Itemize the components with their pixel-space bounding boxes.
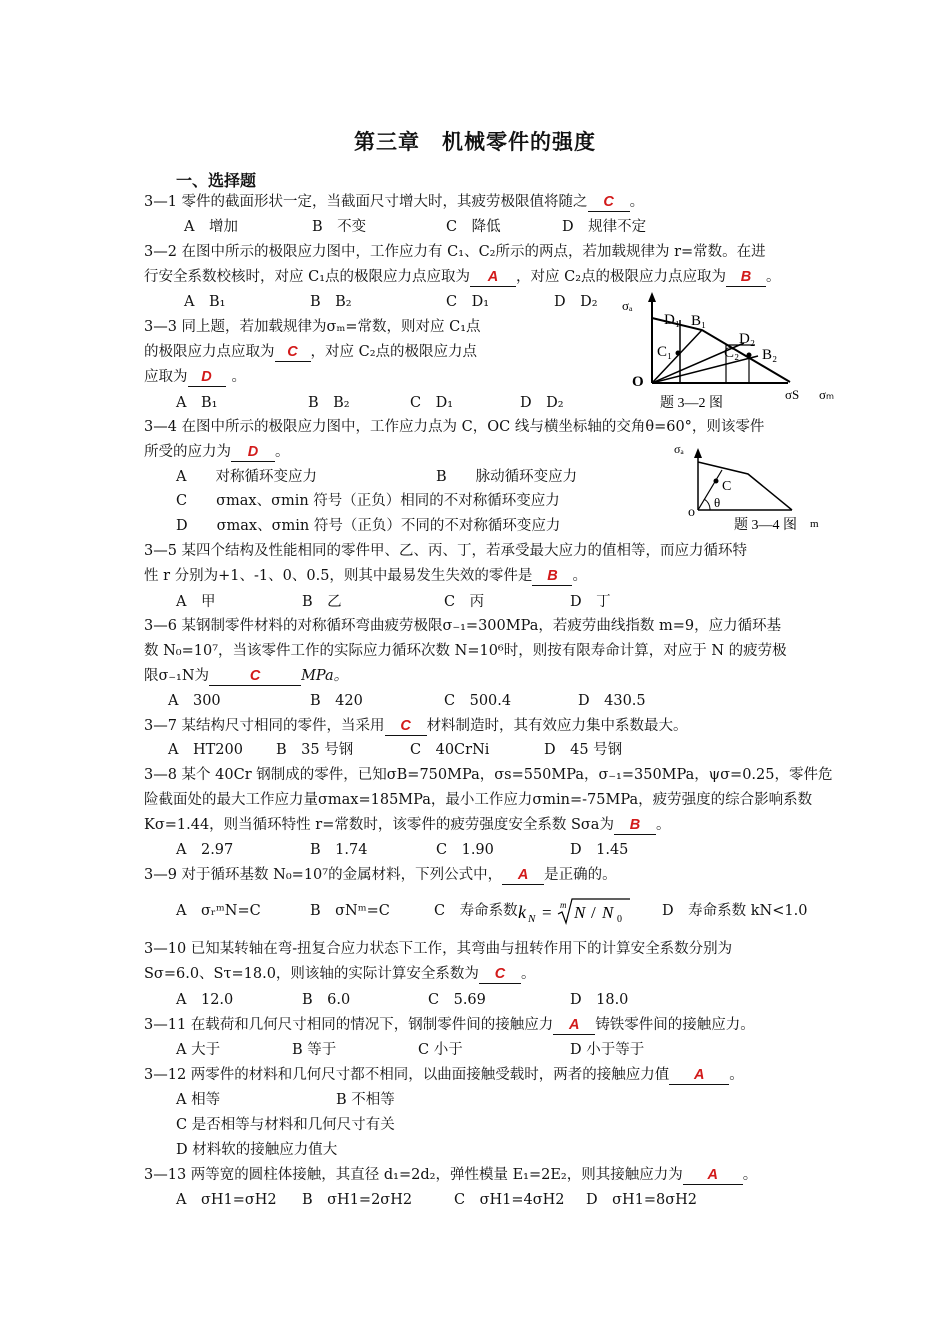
option-3-10-b: B 6.0 [302, 992, 351, 1008]
fig1-label-origin: O [632, 374, 644, 390]
option-3-1-c: C 降低 [446, 219, 501, 235]
question-3-10-line-1: 3—10 已知某转轴在弯-扭复合应力状态下工作，其弯曲与扭转作用下的计算安全系数分别为 [144, 941, 733, 957]
option-3-13-d: D σH1=8σH2 [586, 1192, 698, 1208]
option-3-13-c: C σH1=4σH2 [454, 1192, 565, 1208]
answer-3-10: C [479, 965, 521, 984]
option-3-11-c: C 小于 [418, 1042, 463, 1058]
option-3-6-d: D 430.5 [578, 693, 646, 709]
option-3-1-d: D 规律不定 [562, 219, 647, 235]
answer-3-5: B [532, 567, 572, 586]
svg-text:m: m [560, 900, 567, 910]
question-3-11: 3—11 在载荷和几何尺寸相同的情况下，钢制零件间的接触应力 A 铸铁零件间的接触应力。 [144, 1017, 755, 1033]
option-3-3-b: B B₂ [308, 395, 350, 411]
fig1-label-d2: D₂ [739, 331, 756, 347]
question-3-2-line-2: 行安全系数校核时，对应 C₁点的极限应力点应取为 A ，对应 C₂点的极限应力点应取为 B 。 [144, 269, 781, 285]
option-3-6-a: A 300 [168, 693, 221, 709]
fig2-label-c: C [722, 479, 732, 494]
fig2-caption: 题 3—4 图 [734, 518, 797, 533]
option-3-9-d: D 寿命系数 kN<1.0 [662, 903, 808, 919]
answer-3-13: A [683, 1166, 743, 1185]
svg-text:/: / [591, 903, 596, 922]
answer-3-7: C [385, 717, 427, 736]
option-3-5-a: A 甲 [176, 594, 216, 610]
option-3-13-b: B σH1=2σH2 [302, 1192, 413, 1208]
answer-3-9: A [502, 866, 544, 885]
fig2-label-sigma-a: σₐ [674, 442, 684, 456]
option-3-2-a: A B₁ [184, 294, 226, 310]
fig1-label-c1: C₁ [657, 344, 673, 360]
option-3-4-c: C σmax、σmin 符号（正负）相同的不对称循环变应力 [176, 493, 560, 509]
question-3-8-line-2: 险截面处的最大工作应力量σmax=185MPa，最小工作应力σmin=-75MPa，疲劳强度的综合影响系数 [144, 792, 813, 808]
option-3-4-d: D σmax、σmin 符号（正负）不同的不对称循环变应力 [176, 518, 561, 534]
fig1-label-b1: B₁ [691, 313, 707, 329]
question-3-3-line-3: 应取为 D 。 [144, 369, 246, 385]
question-3-1: 3—1 零件的截面形状一定，当截面尺寸增大时，其疲劳极限值将随之 C 。 [144, 194, 645, 210]
option-3-10-a: A 12.0 [176, 992, 234, 1008]
question-3-13: 3—13 两等宽的圆柱体接触，其直径 d₁=2d₂，弹性模量 E₁=2E₂，则其接触应力为 A 。 [144, 1167, 758, 1183]
answer-3-12: A [669, 1066, 729, 1085]
section-heading: 一、选择题 [176, 171, 257, 190]
option-3-11-d: D 小于等于 [570, 1042, 645, 1058]
option-3-8-b: B 1.74 [310, 842, 368, 858]
option-3-2-b: B B₂ [310, 294, 352, 310]
option-3-12-c: C 是否相等与材料和几何尺寸有关 [176, 1117, 395, 1133]
fig1-label-b2: B₂ [762, 347, 778, 363]
option-3-7-d: D 45 号钢 [544, 742, 623, 758]
fig1-label-sigma-a: σₐ [622, 298, 633, 313]
question-3-4-line-2: 所受的应力为 D 。 [144, 444, 290, 460]
limit-stress-diagram-3-2 [620, 290, 850, 415]
question-3-10-line-2: Sσ=6.0、Sτ=18.0，则该轴的实际计算安全系数为 C 。 [144, 966, 536, 982]
option-3-4-a: A 对称循环变应力 [176, 469, 317, 485]
question-3-5-line-1: 3—5 某四个结构及性能相同的零件甲、乙、丙、丁，若承受最大应力的值相等，而应力循环特 [144, 543, 748, 559]
answer-3-2-c1: A [470, 268, 516, 287]
question-3-12: 3—12 两零件的材料和几何尺寸都不相同，以曲面接触受载时，两者的接触应力值 A 。 [144, 1067, 744, 1083]
chapter-title: 第三章 机械零件的强度 [354, 129, 596, 154]
option-3-3-c: C D₁ [410, 395, 454, 411]
option-3-12-b: B 不相等 [336, 1092, 395, 1108]
question-3-8-line-3: Kσ=1.44，则当循环特性 r=常数时，该零件的疲劳强度安全系数 Sσa为 B 。 [144, 817, 671, 833]
answer-3-4: D [231, 443, 275, 462]
option-3-10-c: C 5.69 [428, 992, 486, 1008]
svg-text:0: 0 [617, 914, 622, 925]
answer-3-3-c1: C [275, 343, 311, 362]
option-3-7-b: B 35 号钢 [276, 742, 354, 758]
option-3-13-a: A σH1=σH2 [176, 1192, 277, 1208]
limit-stress-diagram-3-4 [672, 438, 832, 540]
question-3-2-line-1: 3—2 在图中所示的极限应力图中，工作应力有 C₁、C₂所示的两点，若加载规律为 r=常数。在进 [144, 244, 766, 260]
fig1-label-c2: C₂ [724, 345, 740, 361]
svg-text:=: = [542, 903, 552, 922]
answer-3-6: C [209, 667, 301, 686]
question-3-7: 3—7 某结构尺寸相同的零件，当采用 C 材料制造时，其有效应力集中系数最大。 [144, 718, 688, 734]
fig2-label-theta: θ [714, 495, 721, 510]
option-3-8-c: C 1.90 [436, 842, 494, 858]
question-3-5-line-2: 性 r 分别为+1、-1、0、0.5，则其中最易发生失效的零件是 B 。 [144, 568, 587, 584]
answer-3-1: C [588, 193, 630, 212]
option-3-9-c: C 寿命系数 [434, 903, 518, 919]
option-3-10-d: D 18.0 [570, 992, 629, 1008]
option-3-6-c: C 500.4 [444, 693, 512, 709]
answer-3-8: B [614, 816, 656, 835]
fig1-label-d1: D₁ [664, 312, 681, 328]
answer-3-11: A [553, 1016, 595, 1035]
option-3-2-d: D D₂ [554, 294, 598, 310]
svg-text:N: N [528, 913, 536, 925]
option-3-1-a: A 增加 [184, 219, 238, 235]
question-3-4-line-1: 3—4 在图中所示的极限应力图中，工作应力点为 C，OC 线与横坐标轴的交角θ=60°，则该零件 [144, 419, 765, 435]
option-3-5-d: D 丁 [570, 594, 611, 610]
option-3-11-b: B 等于 [292, 1042, 337, 1058]
fig2-label-sigma-m: m [810, 518, 819, 530]
option-3-12-a: A 相等 [176, 1092, 221, 1108]
option-3-5-b: B 乙 [302, 594, 342, 610]
svg-text:N: N [574, 903, 586, 922]
question-3-3-line-1: 3—3 同上题，若加载规律为σₘ=常数，则对应 C₁点 [144, 319, 481, 335]
option-3-9-b: B σNᵐ=C [310, 903, 390, 919]
svg-text:k: k [518, 902, 526, 922]
option-3-1-b: B 不变 [312, 219, 367, 235]
option-3-12-d: D 材料软的接触应力值大 [176, 1142, 338, 1158]
question-3-9: 3—9 对于循环基数 N₀=10⁷的金属材料，下列公式中， A 是正确的。 [144, 867, 617, 883]
fig1-caption: 题 3—2 图 [660, 396, 723, 411]
option-3-3-d: D D₂ [520, 395, 564, 411]
option-3-9-a: A σᵣᵐN=C [176, 903, 261, 919]
option-3-3-a: A B₁ [176, 395, 218, 411]
option-3-7-a: A HT200 [168, 742, 243, 758]
question-3-6-line-1: 3—6 某钢制零件材料的对称循环弯曲疲劳极限σ₋₁=300MPa，若疲劳曲线指数 m=9，应力循环基 [144, 618, 782, 634]
option-3-8-a: A 2.97 [176, 842, 234, 858]
option-3-2-c: C D₁ [446, 294, 490, 310]
option-3-4-b: B 脉动循环变应力 [436, 469, 578, 485]
question-3-3-line-2: 的极限应力点应取为 C ，对应 C₂点的极限应力点 [144, 344, 478, 360]
question-3-6-line-3: 限σ₋₁N为 C MPa。 [144, 668, 349, 684]
answer-3-2-c2: B [726, 268, 766, 287]
answer-3-3-c2: D [188, 368, 226, 387]
option-3-5-c: C 丙 [444, 594, 485, 610]
fig1-label-sigma-s: σS [785, 387, 800, 402]
fig2-label-origin: o [688, 505, 695, 520]
option-3-11-a: A 大于 [176, 1042, 221, 1058]
option-3-8-d: D 1.45 [570, 842, 629, 858]
svg-text:N: N [602, 903, 614, 922]
option-3-7-c: C 40CrNi [410, 742, 490, 758]
option-3-6-b: B 420 [310, 693, 363, 709]
life-factor-formula [516, 896, 632, 926]
question-3-6-line-2: 数 N₀=10⁷，当该零件工作的实际应力循环次数 N=10⁶时，则按有限寿命计算，对应于 N 的疲劳极 [144, 643, 787, 659]
fig1-label-sigma-m: σₘ [819, 387, 835, 402]
question-3-8-line-1: 3—8 某个 40Cr 钢制成的零件，已知σB=750MPa，σs=550MPa，σ₋₁=350MPa，ψσ=0.25，零件危 [144, 767, 833, 783]
